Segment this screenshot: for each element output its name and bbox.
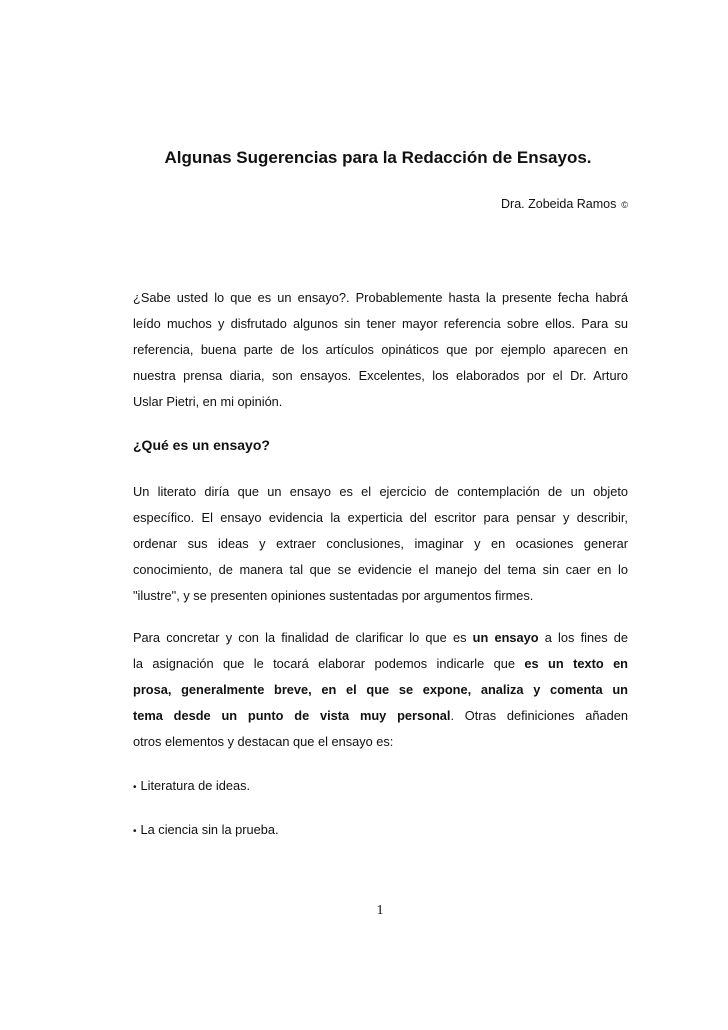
paragraph-3-line <box>133 733 628 751</box>
author-name: Dra. Zobeida Ramos <box>501 197 617 211</box>
paragraph-2-line <box>133 483 628 501</box>
text: otros elementos y destacan que el ensayo es: <box>133 734 394 749</box>
bullet-item <box>133 777 628 797</box>
text: Uslar Pietri, en mi opinión. <box>133 394 283 409</box>
paragraph-2-line <box>133 535 628 553</box>
paragraph-1-line <box>133 289 628 307</box>
copyright-mark: © <box>621 200 628 210</box>
bold-text: tema desde un punto de vista muy personal <box>133 708 451 723</box>
text: Para concretar y con la finalidad de clarificar lo que es <box>133 630 473 645</box>
paragraph-3-line <box>133 707 628 725</box>
page-number: 1 <box>376 903 384 918</box>
paragraph-3-line <box>133 629 628 647</box>
paragraph-1-line <box>133 367 628 385</box>
bullet-item <box>133 821 628 841</box>
paragraph-3-line <box>133 655 628 673</box>
bullet-icon: • <box>133 782 137 793</box>
bold-text: es un texto en <box>524 656 628 671</box>
text: específico. El ensayo evidencia la experticia del escritor para pensar y describir, <box>133 510 628 525</box>
section-heading: ¿Qué es un ensayo? <box>133 437 270 453</box>
text: nuestra prensa diaria, son ensayos. Excelentes, los elaborados por el Dr. Arturo <box>133 368 628 383</box>
paragraph-1-line <box>133 393 628 411</box>
bullet-text: La ciencia sin la prueba. <box>140 822 279 837</box>
bullet-icon: • <box>133 826 137 837</box>
bold-text: un ensayo <box>472 630 539 645</box>
text: "ilustre", y se presenten opiniones sustentadas por argumentos firmes. <box>133 588 534 603</box>
bold-text: prosa, generalmente breve, en el que se expone, analiza y comenta un <box>133 682 628 697</box>
paragraph-2-line <box>133 509 628 527</box>
text: Un literato diría que un ensayo es el ejercicio de contemplación de un objeto <box>133 484 628 499</box>
text: referencia, buena parte de los artículos opináticos que por ejemplo aparecen en <box>133 342 628 357</box>
paragraph-1-line <box>133 341 628 359</box>
text: a los fines de <box>538 630 629 645</box>
paragraph-1-line <box>133 315 628 333</box>
text: ordenar sus ideas y extraer conclusiones, imaginar y en ocasiones generar <box>133 536 628 551</box>
text: leído muchos y disfrutado algunos sin tener mayor referencia sobre ellos. Para su <box>133 316 628 331</box>
text: . Otras definiciones añaden <box>450 708 628 723</box>
document-title: Algunas Sugerencias para la Redacción de Ensayos. <box>164 148 592 167</box>
bullet-text: Literatura de ideas. <box>140 778 251 793</box>
paragraph-2-line <box>133 561 628 579</box>
paragraph-3-line <box>133 681 628 699</box>
author-line <box>501 197 628 211</box>
text: la asignación que le tocará elaborar podemos indicarle que <box>133 656 525 671</box>
paragraph-2-line <box>133 587 628 605</box>
text: conocimiento, de manera tal que se evidencie el manejo del tema sin caer en lo <box>133 562 628 577</box>
text: ¿Sabe usted lo que es un ensayo?. Probablemente hasta la presente fecha habrá <box>133 290 628 305</box>
